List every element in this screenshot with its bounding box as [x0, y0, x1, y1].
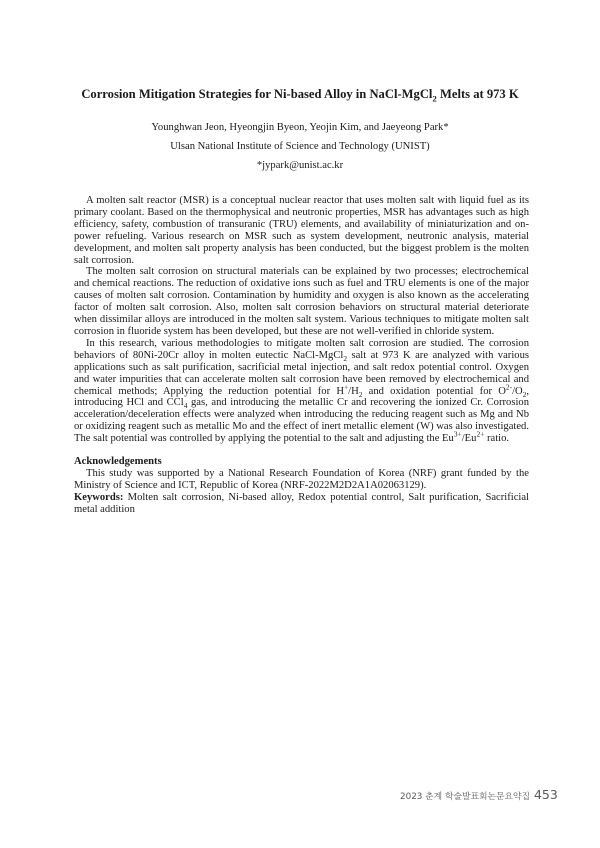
acknowledgements-text: This study was supported by a National Research Foundation of Korea (NRF) grant funded by the Ministry of Science and ICT, Republic of Korea (NRF-2022M2D2A1A02063129).: [74, 467, 529, 491]
author-list: Younghwan Jeon, Hyeongjin Byeon, Yeojin Kim, and Jaeyeong Park*: [151, 122, 449, 133]
proceedings-title: 2023 춘계 학술발표회논문요약집: [400, 792, 530, 802]
affiliation: Ulsan National Institute of Science and Technology (UNIST): [170, 141, 430, 152]
keywords-text: Molten salt corrosion, Ni-based alloy, Redox potential control, Salt purification, Sacrificial metal addition: [74, 491, 529, 515]
paragraph-research: In this research, various methodologies to mitigate molten salt corrosion are studied. The corrosion behaviors of 80Ni-20Cr alloy in molten eutectic NaCl-MgCl$_2$ salt at 973 K are analyzed with various applications such as salt purification, sacrificial metal injection, and salt redox potential control. Oxygen and water impurities that can accelerate molten salt corrosion have been removed by electrochemical and chemical methods; Applying the reduction potential for $H^+/H_2$ and oxidation potential for $O^{2-}/O_2$, introducing HCl and CCl$_4$ gas, and introducing the metallic Cr and recovering the ionized Cr. Corrosion acceleration/deceleration effects were analyzed when introducing the reducing reagent such as Mg and Nb or oxidizing reagent such as metallic Mo and the effect of inert metallic element (W) was also investigated. The salt potential was controlled by applying the potential to the salt and adjusting the $Eu^{3+}/Eu^{2+}$ ratio.: [74, 337, 530, 445]
title-text-end: Melts at 973 K: [436, 87, 519, 101]
acknowledgements-heading: Acknowledgements: [74, 456, 162, 468]
page-footer: [400, 787, 558, 802]
title-text: Corrosion Mitigation Strategies for Ni-based Alloy in NaCl-MgCl: [81, 87, 433, 101]
title-subscript: 2: [432, 93, 437, 104]
paragraph-corrosion: The molten salt corrosion on structural materials can be explained by two processes; electrochemical and chemical reactions. The reduction of oxidative ions such as fuel and TRU elements is one of the major causes of molten salt corrosion. Contamination by humidity and oxygen is also known as the accelerating factor of molten salt corrosion. Also, molten salt corrosion behaviors on structural material deteriorate when dissimilar alloys are introduced in the molten salt system. Various techniques to mitigate molten salt corrosion in fluoride system has been developed, but these are not well-verified in chloride system.: [74, 266, 529, 337]
page-number: 453: [533, 787, 558, 802]
contact-email: *jypark@unist.ac.kr: [256, 160, 344, 171]
keywords: [74, 492, 529, 516]
abstract-body: [74, 195, 529, 516]
keywords-label: Keywords:: [74, 491, 124, 503]
paper-title: [60, 86, 540, 102]
paragraph-intro: A molten salt reactor (MSR) is a conceptual nuclear reactor that uses molten salt with liquid fuel as its primary coolant. Based on the thermophysical and neutronic properties, MSR has advantages such as high efficiency, safety, combustion of transuranic (TRU) elements, and availability of miniaturization and on-power refueling. Various research on MSR such as system development, neutronic analysis, material development, and molten salt property analysis has been conducted, but the biggest problem is the molten salt corrosion.: [74, 195, 529, 266]
